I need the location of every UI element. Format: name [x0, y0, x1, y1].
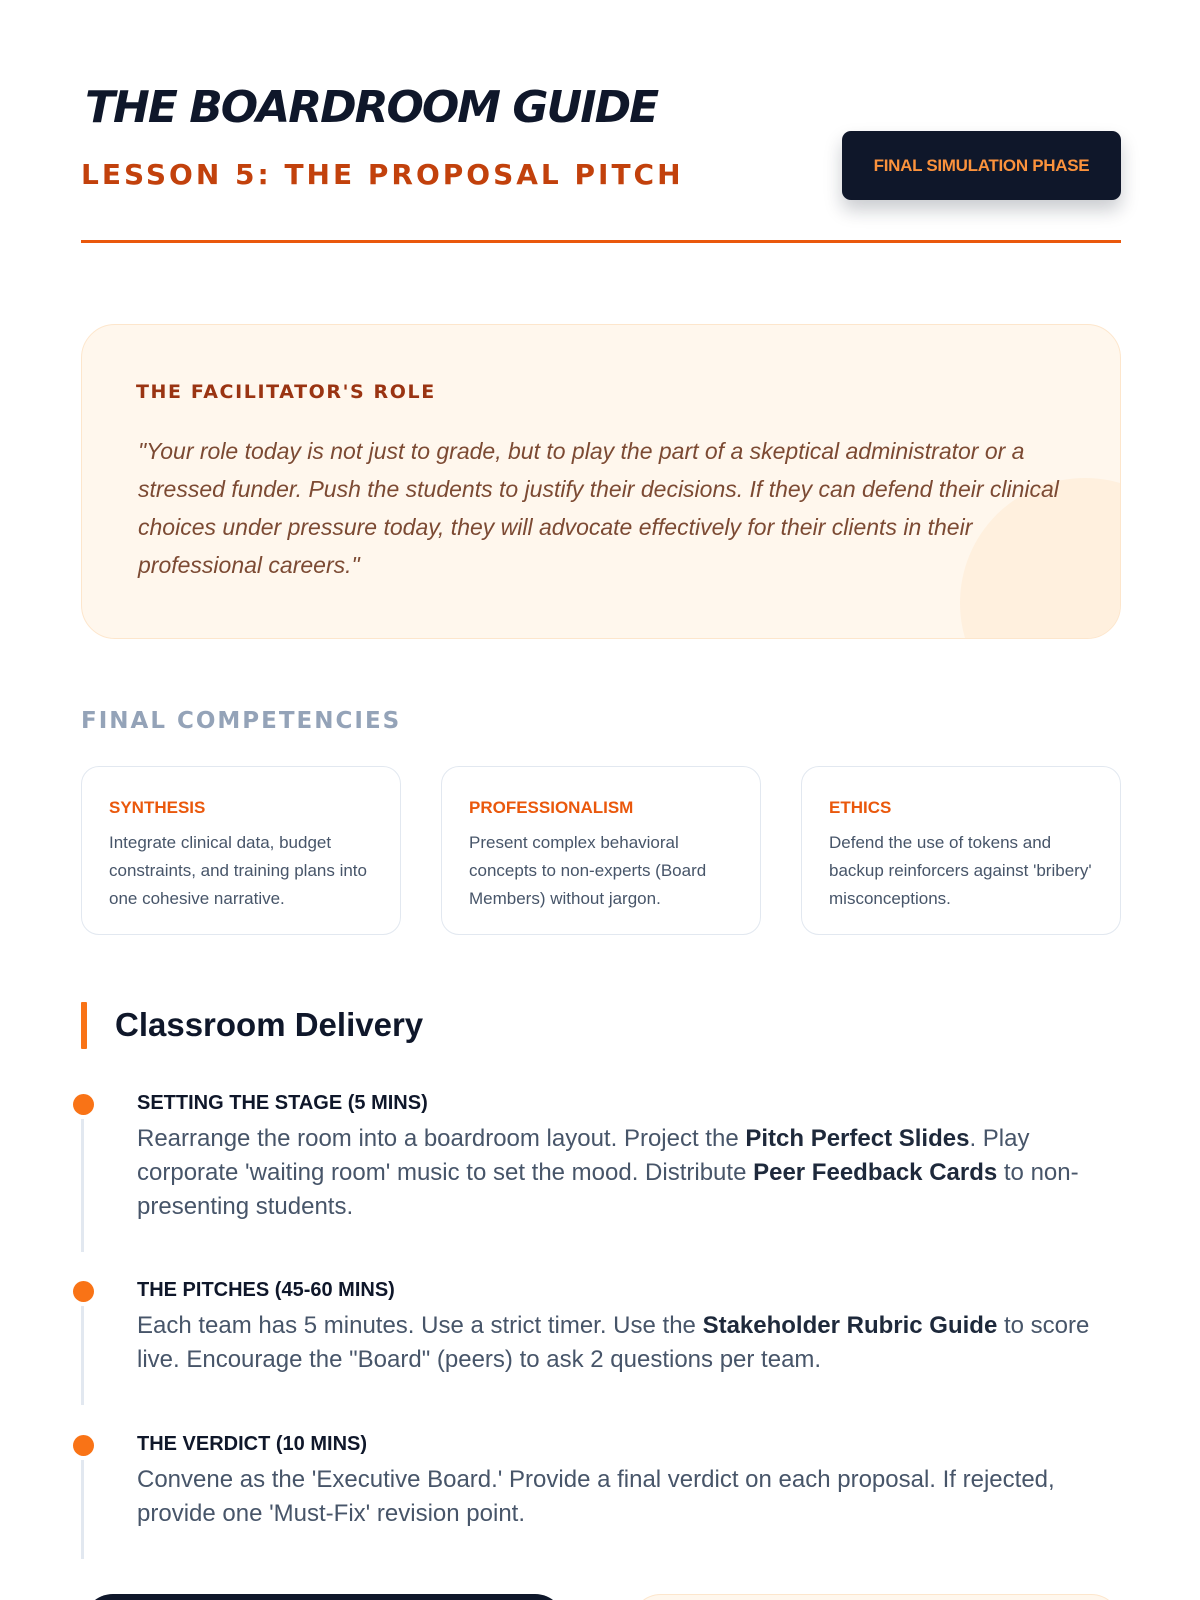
- competency-description: Defend the use of tokens and backup reinforcers against 'bribery' misconceptions.: [829, 833, 1092, 908]
- section-accent-bar: [81, 1002, 87, 1049]
- step-text: to non-presenting students.: [137, 1159, 1079, 1220]
- page-title: THE BOARDROOM GUIDE: [85, 82, 658, 133]
- timeline-dot: [73, 1281, 94, 1302]
- highlighted-resource: Stakeholder Rubric Guide: [702, 1312, 998, 1339]
- facilitator-role-card: [81, 324, 1121, 639]
- competency-card-ethics: [801, 766, 1121, 935]
- timeline-line: [81, 1119, 84, 1252]
- competency-description: Present complex behavioral concepts to non-experts (Board Members) without jargon.: [469, 833, 707, 908]
- competency-card-professionalism: [441, 766, 761, 935]
- bottom-card-light: [631, 1594, 1121, 1600]
- header-divider: [81, 240, 1121, 243]
- step-text: Each team has 5 minutes. Use a strict timer. Use the: [137, 1312, 703, 1339]
- bottom-card-dark: [83, 1594, 565, 1600]
- step-title: THE PITCHES (45-60 MINS): [137, 1279, 395, 1301]
- timeline-dot: [73, 1094, 94, 1115]
- step-description: [137, 1463, 1122, 1531]
- step-text: . Play corporate 'waiting room' music to set the mood. Distribute: [137, 1125, 1030, 1186]
- phase-badge: [842, 131, 1121, 200]
- competencies-heading: FINAL COMPETENCIES: [81, 708, 402, 734]
- facilitator-role-label: THE FACILITATOR'S ROLE: [136, 381, 436, 403]
- lesson-subtitle: LESSON 5: THE PROPOSAL PITCH: [81, 158, 684, 191]
- competency-title: SYNTHESIS: [109, 798, 206, 817]
- competency-card-synthesis: [81, 766, 401, 935]
- step-description: [137, 1309, 1122, 1377]
- step-text: Rearrange the room into a boardroom layout. Project the: [137, 1125, 746, 1152]
- competency-description: Integrate clinical data, budget constraints, and training plans into one cohesive narrative.: [109, 833, 367, 908]
- timeline-dot: [73, 1435, 94, 1456]
- facilitator-quote: "Your role today is not just to grade, but to play the part of a skeptical administrator or a stressed funder. Push the students to justify their decisions. If they can defend their clinical choices under pressure today, they will advocate effectively for their clients in their professional careers.": [138, 438, 1059, 578]
- step-text: to score live. Encourage the "Board" (peers) to ask 2 questions per team.: [137, 1312, 1090, 1373]
- highlighted-resource: Peer Feedback Cards: [753, 1159, 998, 1186]
- step-title: SETTING THE STAGE (5 MINS): [137, 1092, 428, 1114]
- competency-title: PROFESSIONALISM: [469, 798, 634, 817]
- classroom-delivery-heading: Classroom Delivery: [115, 1006, 424, 1043]
- phase-badge-label: FINAL SIMULATION PHASE: [873, 155, 1090, 175]
- competency-title: ETHICS: [829, 798, 892, 817]
- step-description: [137, 1122, 1122, 1224]
- timeline-line: [81, 1460, 84, 1559]
- step-title: THE VERDICT (10 MINS): [137, 1433, 368, 1455]
- timeline-line: [81, 1306, 84, 1405]
- step-text: Convene as the 'Executive Board.' Provide a final verdict on each proposal. If rejected, provide one 'Must-Fix' revision point.: [137, 1466, 1055, 1527]
- highlighted-resource: Pitch Perfect Slides: [745, 1125, 970, 1152]
